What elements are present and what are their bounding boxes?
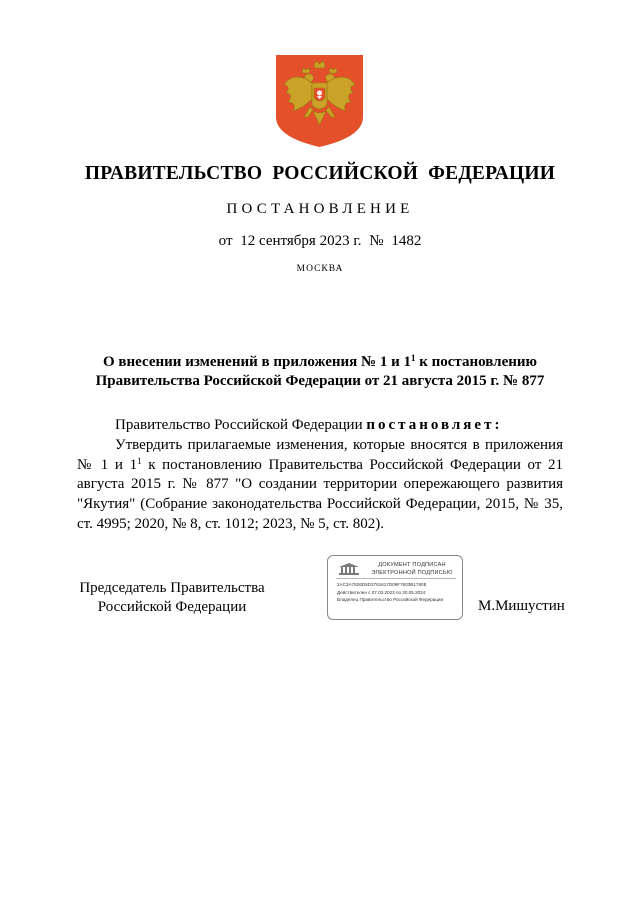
stamp-divider <box>336 578 456 579</box>
document-type: ПОСТАНОВЛЕНИЕ <box>226 201 414 217</box>
stamp-validity: Действителен с 07.03.2023 по 30.05.2024 <box>337 590 426 595</box>
number-sign: № <box>369 233 384 249</box>
document-heading <box>60 353 580 391</box>
paragraph-resolves: Правительство Российской Федерации постановляет: <box>115 417 503 433</box>
document-body <box>77 416 563 535</box>
russian-coat-of-arms-icon <box>276 55 363 147</box>
date-prefix: от <box>218 233 233 249</box>
stamp-building-icon <box>338 562 360 576</box>
document-number: 1482 <box>391 233 422 249</box>
document-date-line <box>0 233 640 250</box>
government-title: ПРАВИТЕЛЬСТВО РОССИЙСКОЙ ФЕДЕРАЦИИ <box>84 163 556 184</box>
heading-line-2: Правительства Российской Федерации от 21 августа 2015 г. № 877 <box>95 373 545 389</box>
signer-position: Председатель Правительства Российской Федерации <box>79 580 265 615</box>
document-date: 12 сентября 2023 г. <box>240 233 362 249</box>
heading-line-1: О внесении изменений в приложения № 1 и $1^1$ к постановлению <box>103 353 537 370</box>
stamp-title: ДОКУМЕНТ ПОДПИСАН ЭЛЕКТРОННОЙ ПОДПИСЬЮ <box>371 562 453 576</box>
paragraph-approve: Утвердить прилагаемые изменения, которые вносятся в приложения № 1 и $1^1$ к постановлению Правительства Российской Федерации от 21 августа 2015 г. № 877 "О создании территории опережающего развития "Якутия" (Собрание законодательства Российской Федерации, 2015, № 35, ст. 4995; 2020, № 8, ст. 1012; 2023, № 5, ст. 802). <box>77 436 563 532</box>
stamp-certificate: 2AC3A7826D5D3761617D09F7603B1780E <box>337 582 427 587</box>
stamp-owner: Владелец Правительство Российской Федерации <box>337 597 444 602</box>
city: МОСКВА <box>296 264 344 274</box>
electronic-signature-stamp <box>327 555 463 620</box>
signer-name: М.Мишустин <box>478 598 565 614</box>
